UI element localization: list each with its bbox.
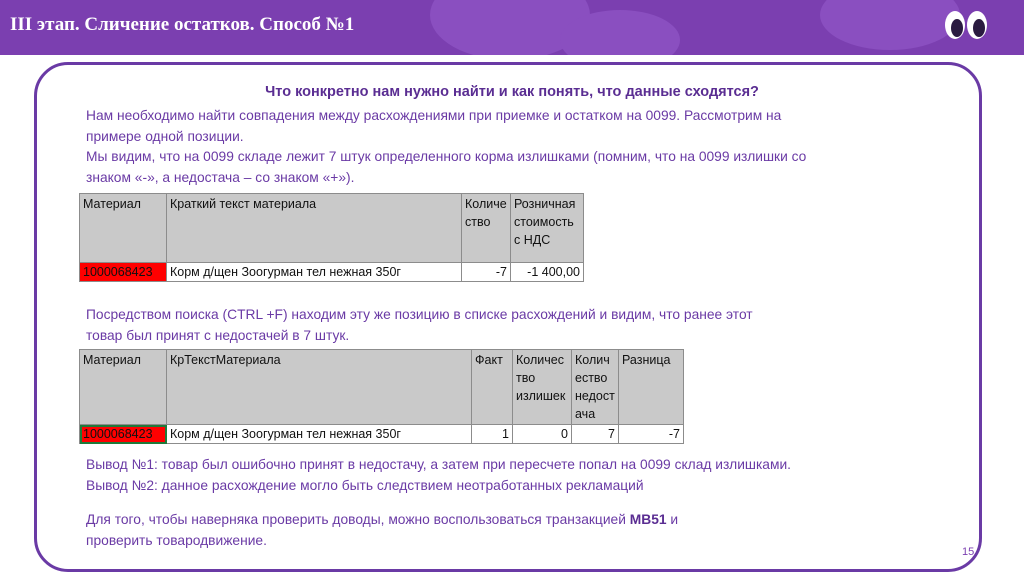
table-header-row bbox=[80, 194, 584, 263]
question-heading: Что конкретно нам нужно найти и как понять, что данные сходятся? bbox=[265, 84, 759, 100]
final-text-part: Для того, чтобы наверняка проверить доводы, можно воспользоваться транзакцией bbox=[86, 512, 630, 527]
header-line: тво bbox=[516, 371, 536, 385]
search-line: Посредством поиска (CTRL +F) находим эту же позицию в списке расхождений и видим, что ранее этот bbox=[86, 307, 753, 322]
slide-title: III этап. Сличение остатков. Способ №1 bbox=[10, 14, 355, 35]
decor-blob bbox=[820, 0, 960, 50]
eyes-icon bbox=[943, 8, 989, 42]
header-line: Розничная bbox=[514, 197, 576, 211]
intro-line: примере одной позиции. bbox=[86, 128, 244, 144]
page-number: 15 bbox=[962, 546, 975, 558]
cell-surplus: 0 bbox=[513, 425, 572, 444]
col-fact: Факт bbox=[472, 350, 513, 425]
search-text bbox=[86, 305, 753, 346]
conclusion-1: Вывод №1: товар был ошибочно принят в недостачу, а затем при пересчете попал на 0099 склад излишками. bbox=[86, 457, 792, 472]
header-line: Количес bbox=[516, 353, 564, 367]
cell-short-text: Корм д/щен Зоогурман тел нежная 350г bbox=[167, 425, 472, 444]
intro-line: Мы видим, что на 0099 складе лежит 7 штук определенного корма излишками (помним, что на 0099 излишки со bbox=[86, 149, 807, 164]
conclusions bbox=[86, 455, 791, 496]
header-line: стоимость bbox=[514, 215, 574, 229]
header-line: Количе bbox=[465, 197, 507, 211]
header-line: ество bbox=[575, 371, 608, 385]
header-line: Колич bbox=[575, 353, 610, 367]
conclusion-2: Вывод №2: данное расхождение могло быть следствием неотработанных рекламаций bbox=[86, 477, 644, 493]
header-line: ача bbox=[575, 407, 596, 421]
final-line-2: проверить товародвижение. bbox=[86, 532, 267, 548]
col-difference: Разница bbox=[619, 350, 684, 425]
discrepancy-table bbox=[79, 349, 684, 444]
col-short-text: КрТекстМатериала bbox=[167, 350, 472, 425]
cell-short-text: Корм д/щен Зоогурман тел нежная 350г bbox=[167, 263, 462, 282]
search-line: товар был принят с недостачей в 7 штук. bbox=[86, 327, 350, 343]
cell-fact: 1 bbox=[472, 425, 513, 444]
cell-shortage: 7 bbox=[572, 425, 619, 444]
table-row bbox=[80, 263, 584, 282]
cell-retail-price: -1 400,00 bbox=[511, 263, 584, 282]
header-line: недост bbox=[575, 389, 615, 403]
intro-line: знаком «-», а недостача – со знаком «+»). bbox=[86, 169, 355, 185]
final-line-1 bbox=[86, 510, 678, 531]
cell-quantity: -7 bbox=[462, 263, 511, 282]
cell-material[interactable]: 1000068423 bbox=[80, 425, 167, 444]
table-row bbox=[80, 425, 684, 444]
col-material: Материал bbox=[80, 194, 167, 263]
final-text bbox=[86, 510, 678, 551]
header-line: излишек bbox=[516, 389, 566, 403]
transaction-code: MB51 bbox=[629, 512, 667, 527]
intro-text bbox=[86, 106, 806, 188]
col-retail-price bbox=[511, 194, 584, 263]
header-line: ство bbox=[465, 215, 491, 229]
col-shortage bbox=[572, 350, 619, 425]
intro-line: Нам необходимо найти совпадения между расхождениями при приемке и остатком на 0099. Рассмотрим на bbox=[86, 108, 782, 123]
header-bar bbox=[0, 0, 1024, 55]
col-quantity bbox=[462, 194, 511, 263]
cell-material: 1000068423 bbox=[80, 263, 167, 282]
col-material: Материал bbox=[80, 350, 167, 425]
col-surplus bbox=[513, 350, 572, 425]
col-short-text: Краткий текст материала bbox=[167, 194, 462, 263]
cell-difference: -7 bbox=[619, 425, 684, 444]
header-line: с НДС bbox=[514, 233, 551, 247]
final-text-part: и bbox=[666, 512, 679, 527]
table-header-row bbox=[80, 350, 684, 425]
remains-table bbox=[79, 193, 584, 282]
